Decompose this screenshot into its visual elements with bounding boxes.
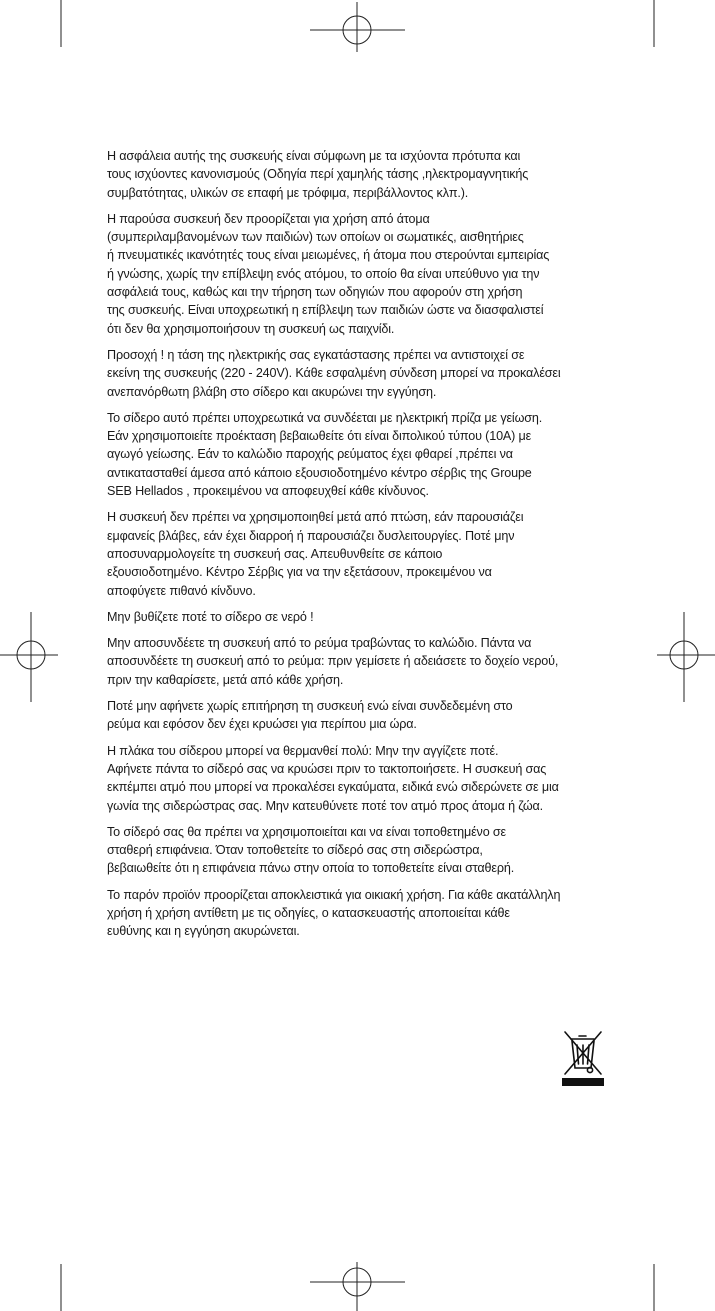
text-line: χρήση ή χρήση αντίθετη με τις οδηγίες, ο κατασκευαστής αποποιείται κάθε <box>107 905 510 920</box>
text-line: αντικατασταθεί άμεσα από κάποιο εξουσιοδοτημένο κέντρο σέρβις της Groupe <box>107 465 532 480</box>
text-line: Αφήνετε πάντα το σίδερό σας να κρυώσει πριν το τακτοποιήσετε. Η συσκευή σας <box>107 761 547 776</box>
paragraph-stable-surface <box>107 823 617 878</box>
paragraph-voltage <box>107 346 617 401</box>
registration-crosshair-icon <box>657 612 715 702</box>
text-line: της συσκευής. Είναι υποχρεωτική η επίβλεψη των παιδιών ώστε να διασφαλιστεί <box>107 303 544 318</box>
text-line: ότι δεν θα χρησιμοποιήσουν τη συσκευή ως παιχνίδι. <box>107 321 395 336</box>
paragraph-grounding <box>107 409 617 500</box>
paragraph-hot-soleplate <box>107 742 617 815</box>
paragraph-unattended <box>107 697 617 734</box>
paragraph-damage <box>107 508 617 599</box>
text-line: Ποτέ μην αφήνετε χωρίς επιτήρηση τη συσκευή ενώ είναι συνδεδεμένη στο <box>107 699 513 714</box>
text-line: Το παρόν προϊόν προορίζεται αποκλειστικά για οικιακή χρήση. Για κάθε ακατάλληλη <box>107 887 561 902</box>
registration-crosshair-icon <box>310 2 405 52</box>
text-line: τους ισχύοντες κανονισμούς (Οδηγία περί χαμηλής τάσης ,ηλεκτρομαγνητικής <box>107 167 529 182</box>
text-line: αποφύγετε πιθανό κίνδυνο. <box>107 583 256 598</box>
text-line: αποσυναρμολογείτε τη συσκευή σας. Απευθυνθείτε σε κάποιο <box>107 546 443 561</box>
text-line: Το σίδερό σας θα πρέπει να χρησιμοποιείται και να είναι τοποθετημένο σε <box>107 824 506 839</box>
text-line: Μην αποσυνδέετε τη συσκευή από το ρεύμα τραβώντας το καλώδιο. Πάντα να <box>107 636 532 651</box>
text-line: Μην βυθίζετε ποτέ το σίδερο σε νερό ! <box>107 609 314 624</box>
text-line: αποσυνδέετε τη συσκευή από το ρεύμα: πριν γεμίσετε ή αδειάσετε το δοχείο νερού, <box>107 654 559 669</box>
text-line: Προσοχή ! η τάση της ηλεκτρικής σας εγκατάστασης πρέπει να αντιστοιχεί σε <box>107 347 525 362</box>
paragraph-compliance <box>107 147 617 202</box>
crossed-out-wheelie-bin-icon <box>560 1030 606 1088</box>
text-line: ασφάλειά τους, καθώς και την τήρηση των οδηγιών που αφορούν στη χρήση <box>107 285 523 300</box>
text-line: γωνία της σιδερώστρας σας. Μην κατευθύνετε ποτέ τον ατμό προς άτομα ή ζώα. <box>107 798 544 813</box>
text-line: πριν την καθαρίσετε, μετά από κάθε χρήση. <box>107 672 344 687</box>
text-line: (συμπεριλαμβανομένων των παιδιών) των οποίων οι σωματικές, αισθητήριες <box>107 230 524 245</box>
text-line: συμβατότητας, υλικών σε επαφή με τρόφιμα, περιβάλλοντος κλπ.). <box>107 185 469 200</box>
text-line: Το σίδερο αυτό πρέπει υποχρεωτικά να συνδέεται με ηλεκτρική πρίζα με γείωση. <box>107 410 543 425</box>
registration-crosshair-icon <box>310 1262 405 1311</box>
text-line: Η συσκευή δεν πρέπει να χρησιμοποιηθεί μετά από πτώση, εάν παρουσιάζει <box>107 510 524 525</box>
text-line: εκείνη της συσκευής (220 - 240V). Κάθε εσφαλμένη σύνδεση μπορεί να προκαλέσει <box>107 366 561 381</box>
text-line: εμφανείς βλάβες, εάν έχει διαρροή ή παρουσιάζει δυσλειτουργίες. Ποτέ μην <box>107 528 515 543</box>
text-line: αγωγό γείωσης. Εάν το καλώδιο παροχής ρεύματος έχει φθαρεί ,πρέπει να <box>107 447 513 462</box>
text-line: εξουσιοδοτημένο. Κέντρο Σέρβις για να την εξετάσουν, προκειμένου να <box>107 565 492 580</box>
text-line: σταθερή επιφάνεια. Όταν τοποθετείτε το σίδερό σας στη σιδερώστρα, <box>107 843 483 858</box>
text-line: SEB Hellados , προκειμένου να αποφευχθεί κάθε κίνδυνος. <box>107 484 429 499</box>
text-line: ρεύμα και εφόσον δεν έχει κρυώσει για περίπου μια ώρα. <box>107 717 417 732</box>
paragraph-household-use <box>107 886 617 941</box>
text-line: Η παρούσα συσκευή δεν προορίζεται για χρήση από άτομα <box>107 211 430 226</box>
registration-crosshair-icon <box>0 612 58 702</box>
text-line: ή πνευματικές ικανότητές τους είναι μειωμένες, ή άτομα που στερούνται εμπειρίας <box>107 248 550 263</box>
text-line: ευθύνης και η εγγύηση ακυρώνεται. <box>107 924 300 939</box>
text-line: βεβαιωθείτε ότι η επιφάνεια πάνω στην οποία το τοποθετείτε είναι σταθερή. <box>107 861 515 876</box>
text-line: ανεπανόρθωτη βλάβη στο σίδερο και ακυρώνει την εγγύηση. <box>107 384 437 399</box>
paragraph-water <box>107 608 617 626</box>
text-line: Η ασφάλεια αυτής της συσκευής είναι σύμφωνη με τα ισχύοντα πρότυπα και <box>107 149 521 163</box>
text-line: ή γνώσης, χωρίς την επίβλεψη ενός ατόμου, το οποίο θα είναι υπεύθυνο για την <box>107 266 540 281</box>
paragraph-unplug <box>107 634 617 689</box>
paragraph-supervision <box>107 210 617 338</box>
safety-instructions <box>107 147 617 941</box>
text-line: Εάν χρησιμοποιείτε προέκταση βεβαιωθείτε ότι είναι διπολικού τύπου (10A) με <box>107 429 532 444</box>
text-line: Η πλάκα του σίδερου μπορεί να θερμανθεί πολύ: Μην την αγγίζετε ποτέ. <box>107 743 499 758</box>
text-line: εκπέμπει ατμό που μπορεί να προκαλέσει εγκαύματα, ειδικά ενώ σιδερώνετε σε μια <box>107 780 559 795</box>
